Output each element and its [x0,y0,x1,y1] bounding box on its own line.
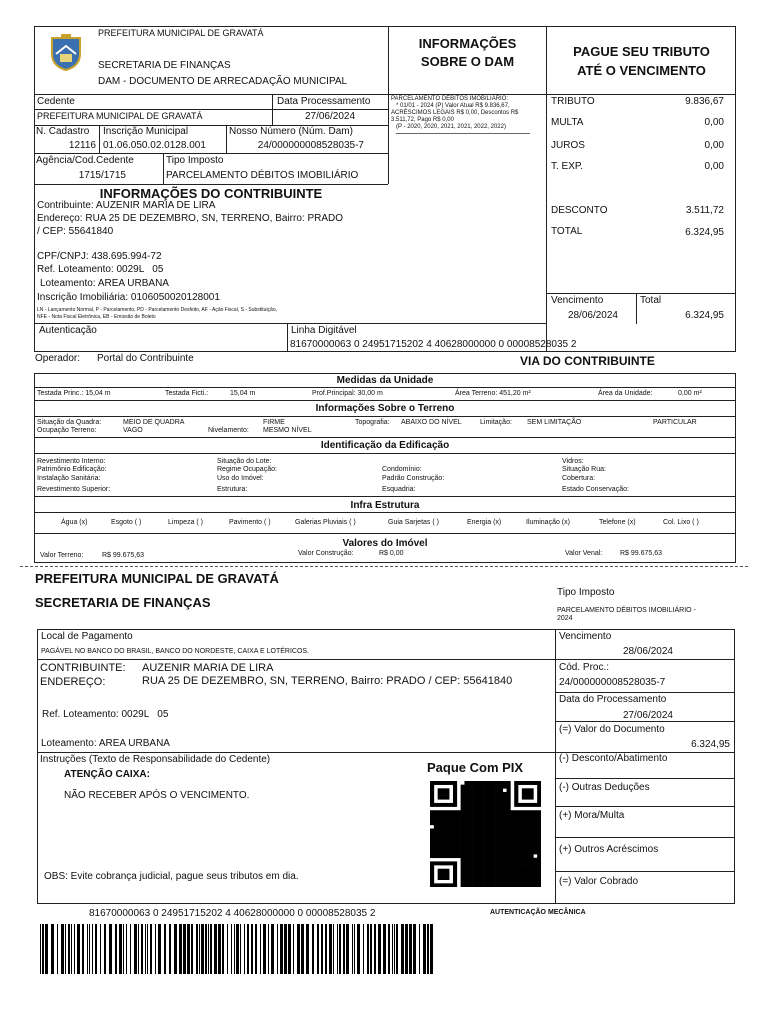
agencia-label: Agência/Cod.Cedente [36,155,134,166]
juros-value: 0,00 [704,140,724,151]
header-prefeitura: PREFEITURA MUNICIPAL DE GRAVATÁ [98,28,264,38]
pix-qr-code [430,781,541,887]
infra-item: Pavimento ( ) [229,519,271,526]
tributo-label: TRIBUTO [551,96,595,107]
infra-item: Telefone (x) [599,519,636,526]
boleto-ref: Ref. Loteamento: 0029L 05 [42,709,169,720]
boleto-contribuinte-label: CONTRIBUINTE: [40,662,126,674]
legenda-1: LN - Lançamento Normal, P - Parcelamento, PD - Parcelamento Desfeito, AF - Ação Fiscal, S - Substituição, [37,307,278,313]
valor-documento-label: (=) Valor do Documento [559,724,665,735]
info-dam-title-1: INFORMAÇÕES [418,36,517,51]
infra-title: Infra Estrutura [350,500,420,511]
contribuinte-title: INFORMAÇÕES DO CONTRIBUINTE [99,186,323,201]
boleto-tipo-imposto-label: Tipo Imposto [557,587,615,598]
cedente-label: Cedente [37,96,75,107]
area-unidade: Área da Unidade: [598,390,653,397]
operador-label: Operador: [35,353,81,364]
boleto-linha-digitavel: 81670000063 0 24951715202 4 40628000000 0 00008528035 2 [89,908,376,919]
texp-label: T. EXP. [551,161,584,172]
coat-of-arms-logo [46,32,86,72]
edif-col4: Vidros: [562,458,584,465]
contribuinte-nome: Contribuinte: AUZENIR MARIA DE LIRA [37,200,216,211]
pix-title: Paque Com PIX [427,760,524,775]
autenticacao-mecanica: AUTENTICAÇÃO MECÂNICA [490,909,586,916]
tipo-imposto-value: PARCELAMENTO DÉBITOS IMOBILIÁRIO [166,170,359,181]
edif-col3: Condomínio: [382,466,422,473]
total-label: TOTAL [551,226,583,237]
edif-col4: Cobertura: [562,475,596,482]
linha-digitavel-label: Linha Digitável [291,325,357,336]
infra-item: Iluminação (x) [526,519,570,526]
n-cadastro-value: 12116 [68,140,96,151]
local-pagamento-value: PAGÁVEL NO BANCO DO BRASIL, BANCO DO NORDESTE, CAIXA E LOTÉRICOS. [41,648,310,655]
pague-title-1: PAGUE SEU TRIBUTO [573,44,710,59]
insc-mun-value: 01.06.050.02.0128.001 [103,140,206,151]
infra-item: Guia Sarjetas ( ) [388,519,439,526]
limitacao-value: SEM LIMITAÇÃO [527,419,582,426]
nao-receber: NÃO RECEBER APÓS O VENCIMENTO. [64,790,250,801]
testada-princ: Testada Princ.: 15,04 m [37,390,111,397]
header-dam: DAM - DOCUMENTO DE ARRECADAÇÃO MUNICIPAL [98,76,348,87]
outros-acrescimos-label: (+) Outros Acréscimos [559,844,659,855]
legenda-2: NFE - Nota Fiscal Eletrônica, EB - Emissão de Boleto [37,314,156,320]
multa-value: 0,00 [704,117,724,128]
valor-documento-value: 6.324,95 [691,739,730,750]
data-proc-value: 27/06/2024 [304,111,356,122]
boleto-tipo-imposto-1: PARCELAMENTO DÉBITOS IMOBILIÁRIO - [557,607,696,614]
nivelamento-value: MESMO NÍVEL [263,427,312,434]
multa-label: MULTA [551,117,584,128]
valor-construcao: R$ 0,00 [379,550,404,557]
area-terreno: Área Terreno: 451,20 m² [455,390,531,397]
boleto-venc-label: Vencimento [559,631,612,642]
n-cadastro-label: N. Cadastro [36,126,90,137]
agencia-value: 1715/1715 [78,170,126,181]
infra-item: Col. Lixo ( ) [663,519,699,526]
ocupacao-value: VAGO [123,427,143,434]
contribuinte-loteamento: Loteamento: AREA URBANA [40,278,169,289]
linha-digitavel-value: 81670000063 0 24951715202 4 40628000000 0 00008528035 2 [290,339,577,350]
pague-title-2: ATÉ O VENCIMENTO [577,63,706,78]
contribuinte-endereco-1: Endereço: RUA 25 DE DEZEMBRO, SN, TERRENO, Bairro: PRADO [37,213,344,224]
topografia-value: ABAIXO DO NÍVEL [401,419,462,426]
boleto-loteamento: Loteamento: AREA URBANA [41,738,170,749]
edif-col2: Regime Ocupação: [217,466,277,473]
firme: FIRME [263,419,285,426]
dam-info-line: * 01/01 - 2024 (P) Valor Atual R$ 9.836,67, [396,103,510,109]
edif-col3: Esquadria: [382,486,416,493]
outras-deducoes-label: (-) Outras Deduções [559,782,650,793]
data-proc-label: Data Processamento [277,96,371,107]
cod-proc-value: 24/000000008528035-7 [559,677,666,688]
data-processamento-value: 27/06/2024 [622,710,673,721]
boleto-endereco: RUA 25 DE DEZEMBRO, SN, TERRENO, Bairro: PRADO / CEP: 55641840 [142,675,513,687]
insc-mun-label: Inscrição Municipal [103,126,189,137]
valor-construcao-label: Valor Construção: [298,550,354,557]
juros-label: JUROS [551,140,585,151]
infra-item: Água (x) [61,519,88,526]
contribuinte-ref: Ref. Loteamento: 0029L 05 [37,264,164,275]
valor-cobrado-label: (=) Valor Cobrado [559,876,639,887]
boleto-venc-value: 28/06/2024 [622,646,673,657]
contribuinte-cpf: CPF/CNPJ: 438.695.994-72 [37,251,162,262]
limitacao: Limitação: [480,419,512,426]
desconto-abatimento-label: (-) Desconto/Abatimento [559,753,668,764]
total2-label: Total [640,295,662,306]
edif-col4: Situação Rua: [562,466,606,473]
autenticacao-label: Autenticação [39,325,97,336]
mora-multa-label: (+) Mora/Multa [559,810,625,821]
area-unidade-value: 0,00 m² [678,390,702,397]
dam-info-line: ACRÉSCIMOS LEGAIS R$ 0,00, Descontos R$ [391,110,519,116]
boleto-prefeitura: PREFEITURA MUNICIPAL DE GRAVATÁ [35,571,279,586]
info-dam-title-2: SOBRE O DAM [420,54,515,69]
header-secretaria: SECRETARIA DE FINANÇAS [98,60,231,71]
barcode [40,924,438,974]
infra-item: Galerias Pluviais ( ) [295,519,356,526]
total2-value: 6.324,95 [685,310,724,321]
nosso-num-label: Nosso Número (Núm. Dam) [229,126,353,137]
sit-quadra-value: MEIO DE QUADRA [123,419,185,426]
sit-quadra: Situação da Quadra: [37,419,102,426]
topografia: Topografia: [355,419,390,426]
operador-value: Portal do Contribuinte [97,353,194,364]
edificacao-title: Identificação da Edificação [320,440,450,451]
contribuinte-endereco-2: / CEP: 55641840 [37,226,114,237]
boleto-tipo-imposto-2: 2024 [557,615,573,622]
edif-col2: Uso do Imóvel: [217,475,264,482]
tipo-imposto-label: Tipo Imposto [166,155,224,166]
desconto-value: 3.511,72 [685,205,724,216]
local-pagamento-label: Local de Pagamento [41,631,133,642]
dam-info-line: 3.511,72, Pago R$ 0,00 [391,117,454,123]
testada-ficti-value: 15,04 m [230,390,256,397]
valor-venal-label: Valor Venal: [565,550,603,557]
edif-col4: Estado Conservação: [562,486,629,493]
boleto-contribuinte: AUZENIR MARIA DE LIRA [142,662,274,674]
tributo-value: 9.836,67 [685,96,724,107]
edif-col1: Instalação Sanitária: [37,475,101,482]
dam-info-line: (P - 2020, 2020, 2021, 2021, 2022, 2022) [396,124,506,130]
valor-terreno-label: Valor Terreno: [40,552,84,559]
infra-item: Esgoto ( ) [111,519,142,526]
edif-col1: Revestimento Superior: [37,486,111,493]
boleto-endereco-label: ENDEREÇO: [40,676,106,688]
atencao-caixa: ATENÇÃO CAIXA: [64,769,150,780]
valor-terreno: R$ 99.675,63 [102,552,145,559]
edif-col1: Patrimônio Edificação: [37,466,107,473]
contribuinte-insc-imob: Inscrição Imobiliária: 0106050020128001 [37,292,220,303]
cod-proc-label: Cód. Proc.: [559,662,610,673]
dam-info-line: PARCELAMENTO DÉBITOS IMOBILIÁRIO: [391,96,509,102]
texp-value: 0,00 [704,161,724,172]
vencimento-label: Vencimento [551,295,604,306]
via-contribuinte: VIA DO CONTRIBUINTE [520,354,655,368]
testada-ficti: Testada Ficti.: [165,390,209,397]
prof-principal: Prof.Principal: 30,00 m [312,390,383,397]
edif-col1: Revestimento Interno: [37,458,106,465]
cedente-value: PREFEITURA MUNICIPAL DE GRAVATÁ [37,111,203,121]
medidas-title: Medidas da Unidade [336,375,434,386]
infra-item: Limpeza ( ) [168,519,204,526]
valores-title: Valores do Imóvel [342,538,428,549]
vencimento-value: 28/06/2024 [567,310,618,321]
boleto-instrucoes: Instruções (Texto de Responsabilidade do Cedente) [40,754,271,765]
nivelamento: Nivelamento: [208,427,249,434]
obs-cobranca: OBS: Evite cobrança judicial, pague seus tributos em dia. [44,871,299,882]
total-value: 6.324,95 [685,227,724,238]
desconto-label: DESCONTO [551,205,608,216]
edif-col2: Estrutura: [217,486,248,493]
nosso-num-value: 24/000000008528035-7 [257,140,364,151]
infra-item: Energia (x) [467,519,502,526]
edif-col3: Padrão Construção: [382,475,445,482]
valor-venal: R$ 99.675,63 [620,550,663,557]
ocupacao: Ocupação Terreno: [37,427,97,434]
data-processamento-label: Data do Processamento [559,694,667,705]
terreno-title: Informações Sobre o Terreno [315,403,455,414]
edif-col2: Situação do Lote: [217,458,272,465]
boleto-secretaria: SECRETARIA DE FINANÇAS [35,595,211,610]
particular: PARTICULAR [653,419,697,426]
